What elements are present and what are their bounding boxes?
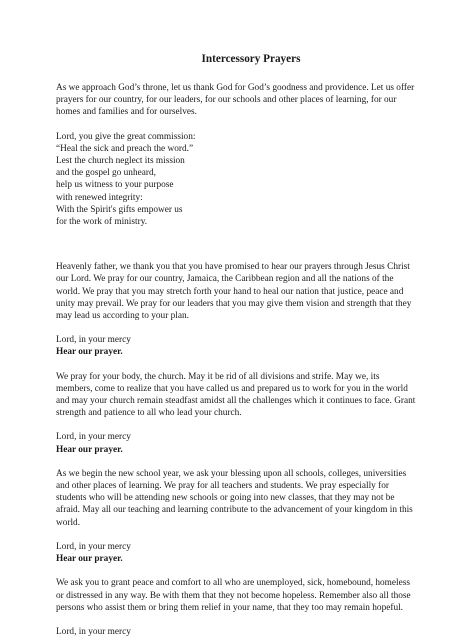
text-line: We pray for your body, the church. May it be rid of all divisions and strife. May we, its bbox=[56, 371, 380, 382]
hymn-verse bbox=[56, 131, 446, 229]
verse-line: help us witness to your purpose bbox=[56, 180, 174, 191]
text-line: our Lord. We pray for our country, Jamaica, the Caribbean region and all the nations of the bbox=[56, 274, 394, 285]
response-line: Hear our prayer. bbox=[56, 444, 123, 455]
document-page bbox=[56, 52, 446, 638]
text-line: and may your church remain steadfast amidst all the challenges which it continues to face. Grant bbox=[56, 396, 416, 407]
response-block bbox=[56, 541, 446, 565]
prayer-church-paragraph bbox=[56, 371, 446, 420]
text-line: As we approach God’s throne, let us thank God for God’s goodness and providence. Let us offer bbox=[56, 83, 415, 93]
text-line: and other places of learning. We pray for all teachers and students. We pray especially for bbox=[56, 481, 389, 492]
response-block bbox=[56, 431, 446, 455]
verse-line: With the Spirit's gifts empower us bbox=[56, 204, 183, 215]
response-line: Hear our prayer. bbox=[56, 347, 123, 358]
text-line: prayers for our country, for our leaders, for our schools and other places of learning, for our bbox=[56, 95, 397, 106]
text-line: As we begin the new school year, we ask your blessing upon all schools, colleges, universities bbox=[56, 468, 407, 479]
text-line: Heavenly father, we thank you that you have promised to hear our prayers through Jesus Christ bbox=[56, 262, 410, 273]
text-line: afraid. May all our teaching and learning contribute to the advancement of your kingdom in this bbox=[56, 505, 413, 516]
text-line: world. We pray that you may stretch forth your hand to heal our nation that justice, peace and bbox=[56, 286, 404, 297]
response-block bbox=[56, 334, 446, 358]
prayer-comfort-paragraph bbox=[56, 577, 446, 614]
text-line: We ask you to grant peace and comfort to all who are unemployed, sick, homebound, homeless bbox=[56, 578, 410, 589]
prayer-country-paragraph bbox=[56, 261, 446, 322]
response-line: Hear our prayer. bbox=[56, 554, 123, 565]
text-line: persons who assist them or bring them relief in your name, that they too may remain hopeful. bbox=[56, 602, 404, 613]
call-line: Lord, in your mercy bbox=[56, 626, 131, 637]
text-line: strength and patience to all who lead your church. bbox=[56, 408, 242, 419]
call-line: Lord, in your mercy bbox=[56, 541, 131, 552]
verse-line: and the gospel go unheard, bbox=[56, 168, 156, 179]
verse-line: Lest the church neglect its mission bbox=[56, 156, 185, 167]
verse-line: “Heal the sick and preach the word.” bbox=[56, 143, 194, 154]
text-line: members, come to realize that you have called us and prepared us to work for you in the world bbox=[56, 383, 408, 394]
verse-line: with renewed integrity: bbox=[56, 192, 143, 203]
text-line: world. bbox=[56, 517, 81, 528]
call-line: Lord, in your mercy bbox=[56, 432, 131, 443]
prayer-schools-paragraph bbox=[56, 468, 446, 529]
text-line: unity may prevail. We pray for our leaders that you may give them vision and strength that they bbox=[56, 298, 412, 309]
call-line: Lord, in your mercy bbox=[56, 335, 131, 346]
intro-paragraph bbox=[56, 82, 446, 119]
verse-line: Lord, you give the great commission: bbox=[56, 131, 196, 142]
page-title: Intercessory Prayers bbox=[201, 53, 301, 65]
text-line: may lead us according to your plan. bbox=[56, 311, 189, 322]
text-line: homes and families and for ourselves. bbox=[56, 107, 197, 118]
text-line: or distressed in any way. Be with them that they not become hopeless. Remember also all those bbox=[56, 590, 411, 601]
text-line: students who will be attending new schools or going into new classes, that they may not be bbox=[56, 493, 395, 504]
verse-line: for the work of ministry. bbox=[56, 217, 148, 228]
